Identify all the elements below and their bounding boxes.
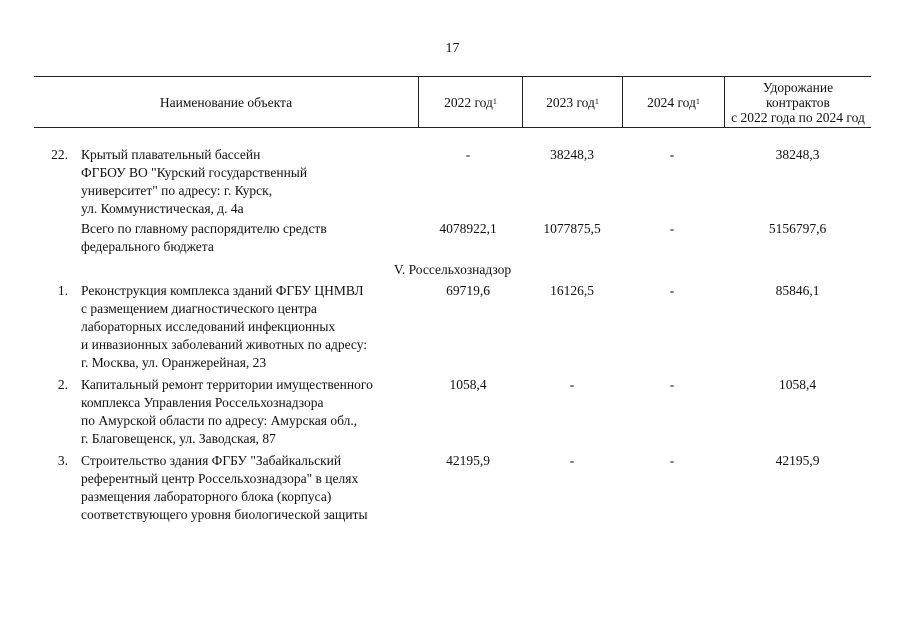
row-value-increase: 5156797,6 (768, 221, 827, 236)
row-value-2023: - (569, 377, 575, 392)
row-value-2024: - (669, 147, 675, 162)
row-value-2022: 69719,6 (446, 283, 490, 298)
row-number: 2. (57, 377, 68, 392)
table-row (34, 146, 871, 220)
row-value-2024: - (669, 377, 675, 392)
row-value-2022: 1058,4 (449, 377, 487, 392)
header-2023-text: 2023 год (546, 94, 595, 110)
row-value-increase: 38248,3 (775, 147, 820, 162)
header-2024: 2024 год 1 (622, 77, 724, 127)
row-value-2024: - (669, 453, 675, 468)
header-increase-text: Удорожание контрактов с 2022 года по 2024 год (731, 79, 865, 125)
row-object-name: Капитальный ремонт территории имущественного комплекса Управления Россельхознадзора по Амурской области по адресу: Амурская обл., г. Благовещенск, ул. Заводская, 87 (81, 377, 373, 446)
row-value-2023: 1077875,5 (543, 221, 601, 236)
row-number: 1. (57, 283, 68, 298)
page-number: 17 (445, 41, 460, 56)
table-body (34, 146, 871, 528)
table-row (34, 376, 871, 452)
row-value-2024: - (669, 283, 675, 298)
row-value-2023: 16126,5 (550, 283, 594, 298)
row-value-2022: 4078922,1 (439, 221, 497, 236)
table-row (34, 452, 871, 528)
row-object-name: Реконструкция комплекса зданий ФГБУ ЦНМВЛ с размещением диагностического центра лабораторных исследований инфекционных и инвазионных заболеваний животных по адресу: г. Москва, ул. Оранжерейная, 23 (81, 283, 368, 370)
header-object-name-text: Наименование объекта (159, 94, 293, 110)
total-row (34, 220, 871, 258)
row-object-name: Строительство здания ФГБУ "Забайкальский референтный центр Россельхознадзора" в целях размещения лабораторного блока (корпуса) соответствующего уровня биологической защиты (81, 453, 368, 522)
row-number: 22. (51, 147, 68, 162)
row-value-increase: 1058,4 (778, 377, 817, 392)
row-object-name: Всего по главному распорядителю средств федерального бюджета (81, 221, 327, 254)
row-value-increase: 85846,1 (775, 283, 820, 298)
row-value-2023: 38248,3 (550, 147, 594, 162)
row-value-2022: - (465, 147, 471, 162)
section-title: V. Россельхознадзор (393, 262, 512, 277)
header-2022-text: 2022 год (444, 94, 493, 110)
row-value-2022: 42195,9 (446, 453, 490, 468)
row-number: 3. (57, 453, 68, 468)
row-value-increase: 42195,9 (775, 453, 820, 468)
table-header (34, 76, 871, 128)
header-2024-text: 2024 год (647, 94, 696, 110)
header-object-name (34, 77, 418, 127)
row-value-2023: - (569, 453, 575, 468)
row-object-name: Крытый плавательный бассейн ФГБОУ ВО "Курский государственный университет" по адресу: г. Курск, ул. Коммунистическая, д. 4а (81, 147, 308, 216)
header-increase (724, 77, 871, 127)
header-2023: 2023 год 1 (522, 77, 622, 127)
row-value-2024: - (669, 221, 675, 236)
header-2022: 2022 год 1 (418, 77, 522, 127)
table-row (34, 282, 871, 376)
